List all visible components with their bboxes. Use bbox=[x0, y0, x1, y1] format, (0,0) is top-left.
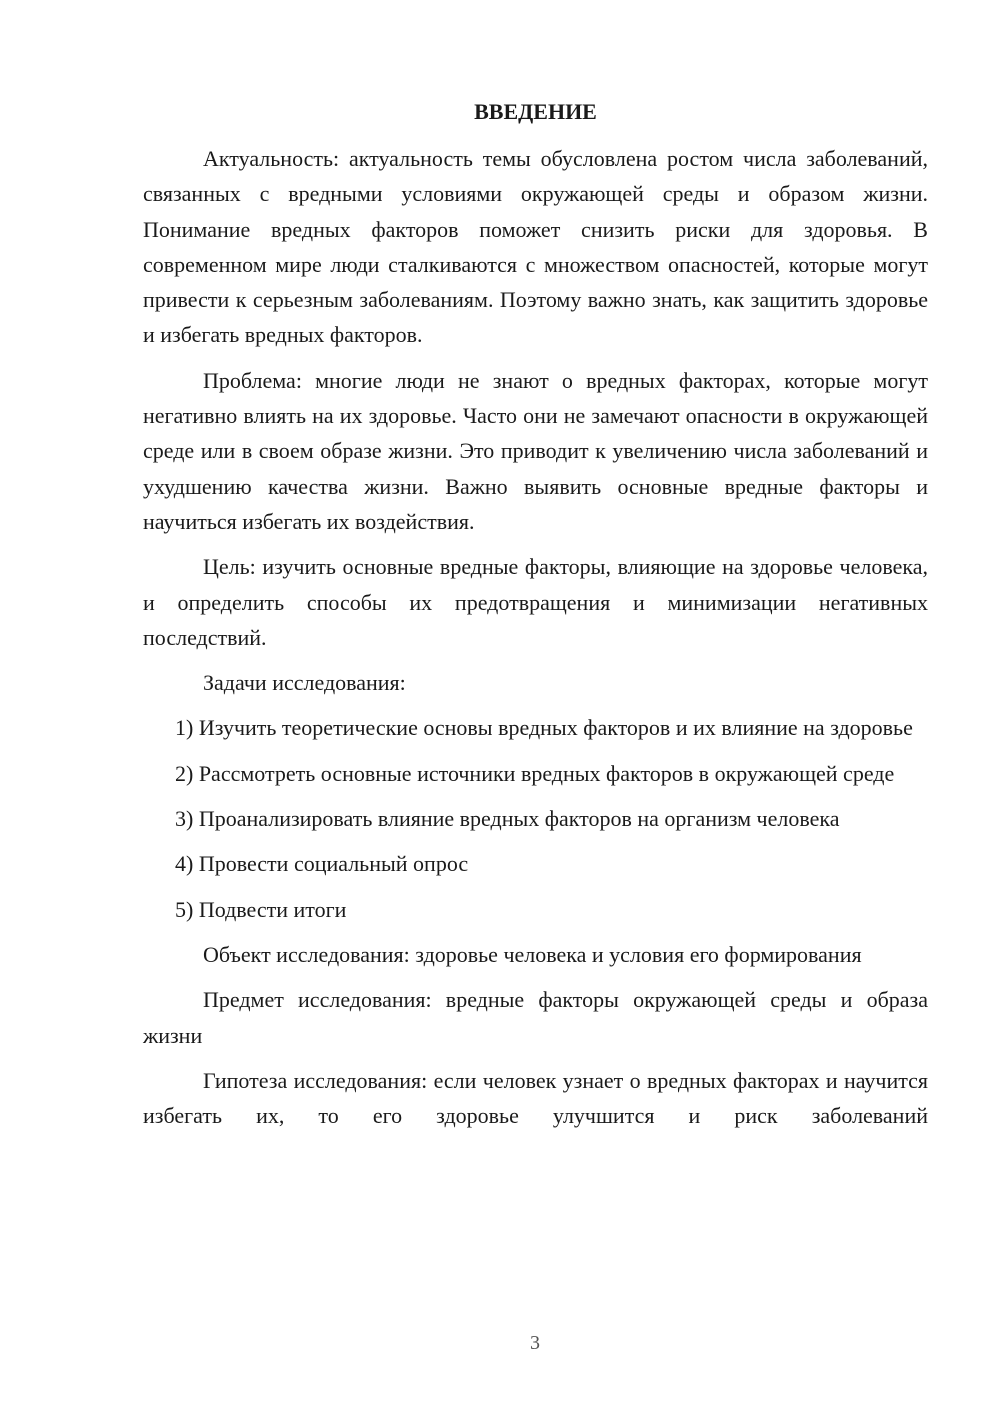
document-page bbox=[143, 95, 928, 1143]
task-item-4: 4) Провести социальный опрос bbox=[175, 851, 469, 877]
paragraph-object: Объект исследования: здоровье человека и условия его формирования bbox=[203, 941, 862, 967]
page-number: 3 bbox=[530, 1332, 540, 1354]
paragraph-subject: Предмет исследования: вредные факторы окружающей среды и образа жизни bbox=[143, 987, 928, 1048]
task-item-2: 2) Рассмотреть основные источники вредных факторов в окружающей среде bbox=[175, 760, 895, 786]
task-item-3: 3) Проанализировать влияние вредных факторов на организм человека bbox=[175, 806, 840, 832]
section-title: ВВЕДЕНИЕ bbox=[474, 99, 597, 124]
tasks-heading: Задачи исследования: bbox=[203, 670, 406, 696]
task-item-1: 1) Изучить теоретические основы вредных факторов и их влияние на здоровье bbox=[175, 715, 913, 741]
paragraph-relevance: Актуальность: актуальность темы обусловлена ростом числа заболеваний, связанных с вредными условиями окружающей среды и образом жизни. Понимание вредных факторов поможет снизить риски для здоровья. В современном мире люди сталкиваются с множеством опасностей, которые могут привести к серьезным заболеваниям. Поэтому важно знать, как защитить здоровье и избегать вредных факторов. bbox=[143, 146, 928, 348]
paragraph-goal: Цель: изучить основные вредные факторы, влияющие на здоровье человека, и определить способы их предотвращения и минимизации негативных последствий. bbox=[143, 554, 928, 650]
paragraph-hypothesis: Гипотеза исследования: если человек узнает о вредных факторах и научится избегать их, то его здоровье улучшится и риск заболеваний bbox=[143, 1067, 928, 1129]
paragraph-problem: Проблема: многие люди не знают о вредных факторах, которые могут негативно влиять на их здоровье. Часто они не замечают опасности в окружающей среде или в своем образе жизни. Это приводит к увеличению числа заболеваний и ухудшению качества жизни. Важно выявить основные вредные факторы и научиться избегать их воздействия. bbox=[143, 367, 928, 534]
task-item-5: 5) Подвести итоги bbox=[175, 896, 347, 922]
